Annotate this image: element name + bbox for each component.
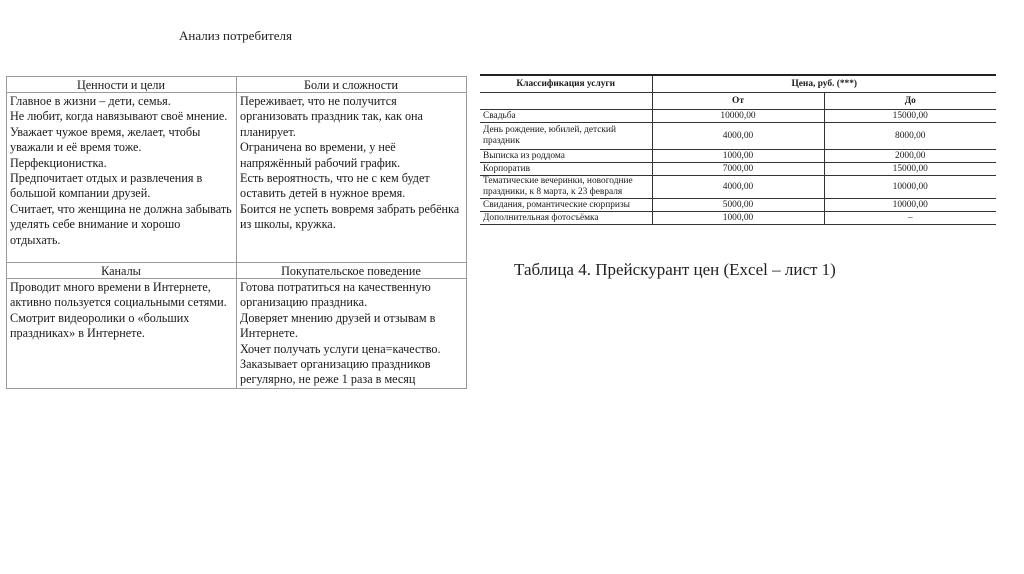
price-from: 1000,00 <box>652 212 824 225</box>
table-row <box>480 199 996 212</box>
price-from: 7000,00 <box>652 163 824 176</box>
behavior-line: Готова потратиться на качественную организацию праздника. <box>240 280 431 310</box>
service-name: Дополнительная фотосъёмка <box>480 212 652 225</box>
price-from: 1000,00 <box>652 150 824 163</box>
values-line: Главное в жизни – дети, семья. <box>10 94 171 108</box>
price-to: 15000,00 <box>824 163 996 176</box>
service-name: Свидания, романтические сюрпризы <box>480 199 652 212</box>
values-line: Перфекционистка. <box>10 155 107 170</box>
channels-line: Проводит много времени в Интернете, активно пользуется социальными сетями. <box>10 280 227 310</box>
values-line: Не любит, когда навязывают своё мнение. Уважает чужое время, желает, чтобы уважали и её время тоже. <box>10 109 228 155</box>
price-from: 5000,00 <box>652 199 824 212</box>
price-from: 4000,00 <box>652 123 824 150</box>
pains-line: Ограничена во времени, у неё напряжённый рабочий график. <box>240 140 401 170</box>
table-row <box>7 93 467 263</box>
consumer-analysis-table <box>6 76 467 389</box>
table-row <box>7 279 467 389</box>
pains-line: Переживает, что не получится организовать праздник так, как она планирует. <box>240 94 423 139</box>
channels-cell <box>7 279 237 389</box>
price-to: – <box>824 212 996 225</box>
price-from: 10000,00 <box>652 110 824 123</box>
pains-cell <box>237 93 467 263</box>
table-row <box>480 163 996 176</box>
values-goals-cell <box>7 93 237 263</box>
table-header-row <box>7 77 467 93</box>
header-from: От <box>652 93 824 110</box>
price-to: 15000,00 <box>824 110 996 123</box>
table-row <box>480 123 996 150</box>
header-values-goals: Ценности и цели <box>7 77 237 93</box>
service-name: Тематические вечеринки, новогодние праздники, к 8 марта, к 23 февраля <box>480 176 652 199</box>
values-line: Считает, что женщина не должна забывать уделять себе внимание и хорошо отдыхать. <box>10 201 232 247</box>
buying-behavior-cell <box>237 279 467 389</box>
price-table-caption: Таблица 4. Прейскурант цен (Excel – лист 1) <box>514 260 836 279</box>
service-name: Корпоратив <box>480 163 652 176</box>
table-row <box>480 212 996 225</box>
channels-line: Смотрит видеоролики о «больших праздниках» в Интернете. <box>10 310 190 341</box>
price-subheader-row <box>480 93 996 110</box>
header-channels: Каналы <box>7 263 237 279</box>
consumer-analysis-title: Анализ потребителя <box>179 28 292 43</box>
service-name: День рождение, юбилей, детский праздник <box>480 123 652 150</box>
table-row <box>480 150 996 163</box>
header-empty <box>480 93 652 110</box>
behavior-line: Хочет получать услуги цена=качество. <box>240 341 441 356</box>
values-line: Предпочитает отдых и развлечения в большой компании друзей. <box>10 171 203 201</box>
price-header-row <box>480 75 996 93</box>
table-header-row <box>7 263 467 279</box>
price-to: 8000,00 <box>824 123 996 150</box>
table-row <box>480 110 996 123</box>
pains-line: Боится не успеть вовремя забрать ребёнка из школы, кружка. <box>240 201 460 232</box>
service-name: Свадьба <box>480 110 652 123</box>
behavior-line: Заказывает организацию праздников регулярно, не реже 1 раза в месяц <box>240 357 431 387</box>
header-classification: Классификация услуги <box>480 75 652 93</box>
behavior-line: Доверяет мнению друзей и отзывам в Интернете. <box>240 310 436 341</box>
price-from: 4000,00 <box>652 176 824 199</box>
price-to: 2000,00 <box>824 150 996 163</box>
header-buying-behavior: Покупательское поведение <box>237 263 467 279</box>
price-list-table <box>480 74 996 225</box>
price-to: 10000,00 <box>824 199 996 212</box>
header-price: Цена, руб. (***) <box>652 75 996 93</box>
header-to: До <box>824 93 996 110</box>
service-name: Выписка из роддома <box>480 150 652 163</box>
pains-line: Есть вероятность, что не с кем будет оставить детей в нужное время. <box>240 171 430 201</box>
table-row <box>480 176 996 199</box>
header-pains: Боли и сложности <box>237 77 467 93</box>
price-to: 10000,00 <box>824 176 996 199</box>
